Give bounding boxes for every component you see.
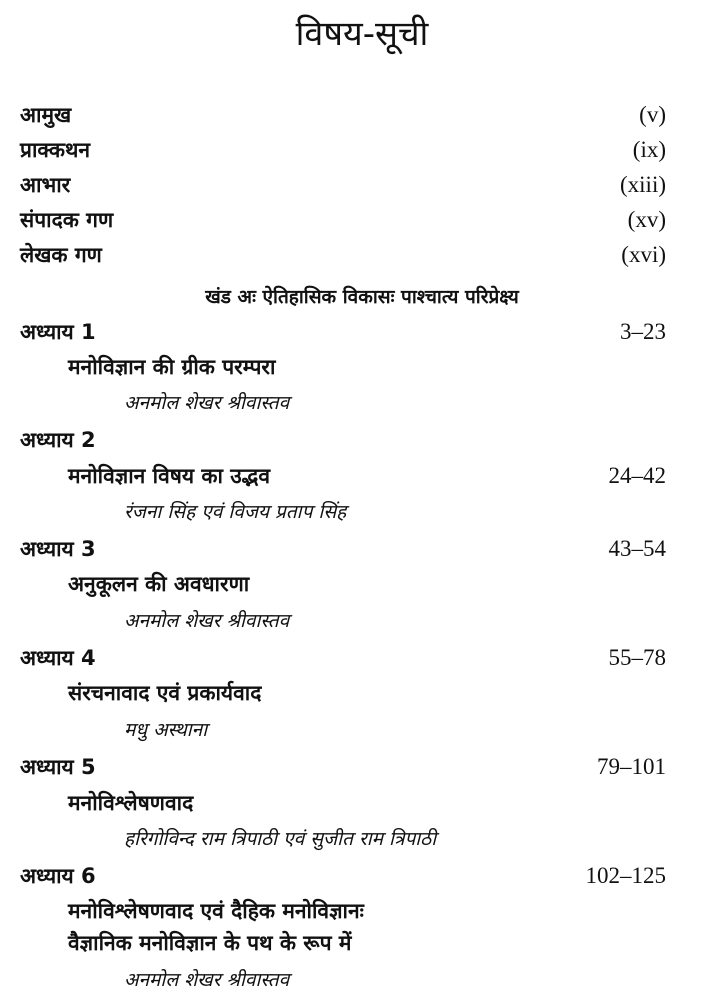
chapter-pages: 79–101 bbox=[597, 754, 666, 779]
toc-entry-page: (xiii) bbox=[620, 172, 666, 197]
toc-entry-label: आमुख bbox=[20, 103, 72, 127]
chapter-header bbox=[0, 749, 724, 785]
page-title: विषय-सूची bbox=[295, 14, 429, 54]
chapter-pages: 43–54 bbox=[608, 536, 666, 561]
chapter-label: अध्याय 1 bbox=[20, 320, 96, 344]
chapter-title: मनोविज्ञान विषय का उद्भव bbox=[68, 464, 271, 488]
chapter-label: अध्याय 6 bbox=[20, 864, 96, 888]
chapter-title-row bbox=[0, 925, 724, 961]
chapter-title: संरचनावाद एवं प्रकार्यवाद bbox=[68, 681, 262, 705]
chapter-title: अनुकूलन की अवधारणा bbox=[68, 572, 250, 596]
toc-entry-page: (v) bbox=[639, 102, 666, 127]
chapter-header bbox=[0, 422, 724, 458]
chapter-title-row bbox=[0, 458, 724, 494]
chapter-title-line-2: वैज्ञानिक मनोविज्ञान के पथ के रूप में bbox=[68, 931, 352, 955]
chapter-pages: 55–78 bbox=[608, 645, 666, 670]
chapter-author-row bbox=[0, 494, 724, 530]
chapter-pages: 24–42 bbox=[608, 463, 666, 488]
chapter-title: मनोविज्ञान की ग्रीक परम्परा bbox=[68, 355, 276, 379]
toc-entry bbox=[0, 237, 724, 273]
chapter-title-row bbox=[0, 349, 724, 385]
chapter-header bbox=[0, 531, 724, 567]
chapter-pages: 3–23 bbox=[620, 319, 666, 344]
chapter-author: हरिगोविन्द राम त्रिपाठी एवं सुजीत राम त्रिपाठी bbox=[124, 828, 437, 850]
chapter-label: अध्याय 5 bbox=[20, 755, 96, 779]
toc-entry-page: (ix) bbox=[632, 137, 666, 162]
chapter-pages: 102–125 bbox=[585, 863, 666, 888]
chapter-author: अनमोल शेखर श्रीवास्तव bbox=[124, 392, 290, 414]
chapter-author: अनमोल शेखर श्रीवास्तव bbox=[124, 969, 290, 991]
chapter-author: मधु अस्थाना bbox=[124, 719, 208, 741]
chapter-title-row bbox=[0, 785, 724, 821]
section-heading: खंड अः ऐतिहासिक विकासः पाश्चात्य परिप्रेक्ष्य bbox=[205, 286, 519, 308]
toc-entry-label: लेखक गण bbox=[20, 243, 102, 267]
chapter-author-row bbox=[0, 821, 724, 857]
chapter-label: अध्याय 4 bbox=[20, 646, 96, 670]
chapter-title-row bbox=[0, 675, 724, 711]
chapter-header bbox=[0, 858, 724, 894]
chapter-header bbox=[0, 640, 724, 676]
toc-entry-label: आभार bbox=[20, 173, 71, 197]
chapter-author-row bbox=[0, 603, 724, 639]
chapter-title-row bbox=[0, 566, 724, 602]
chapter-author: रंजना सिंह एवं विजय प्रताप सिंह bbox=[124, 501, 347, 523]
toc-entry-page: (xv) bbox=[627, 207, 666, 232]
chapter-header bbox=[0, 314, 724, 350]
toc-entry bbox=[0, 202, 724, 238]
toc-entry-label: संपादक गण bbox=[20, 208, 114, 232]
chapter-author: अनमोल शेखर श्रीवास्तव bbox=[124, 610, 290, 632]
chapter-author-row bbox=[0, 712, 724, 748]
chapter-title: मनोविश्लेषणवाद bbox=[68, 791, 194, 815]
chapter-author-row bbox=[0, 385, 724, 421]
toc-entry bbox=[0, 97, 724, 133]
chapter-label: अध्याय 2 bbox=[20, 428, 96, 452]
chapter-author-row bbox=[0, 962, 724, 998]
chapter-title-line-1: मनोविश्लेषणवाद एवं दैहिक मनोविज्ञानः bbox=[68, 899, 364, 923]
toc-entry-page: (xvi) bbox=[621, 242, 666, 267]
toc-entry bbox=[0, 132, 724, 168]
toc-entry-label: प्राक्कथन bbox=[20, 138, 91, 162]
chapter-title-row bbox=[0, 893, 724, 929]
toc-entry bbox=[0, 167, 724, 203]
chapter-label: अध्याय 3 bbox=[20, 537, 96, 561]
